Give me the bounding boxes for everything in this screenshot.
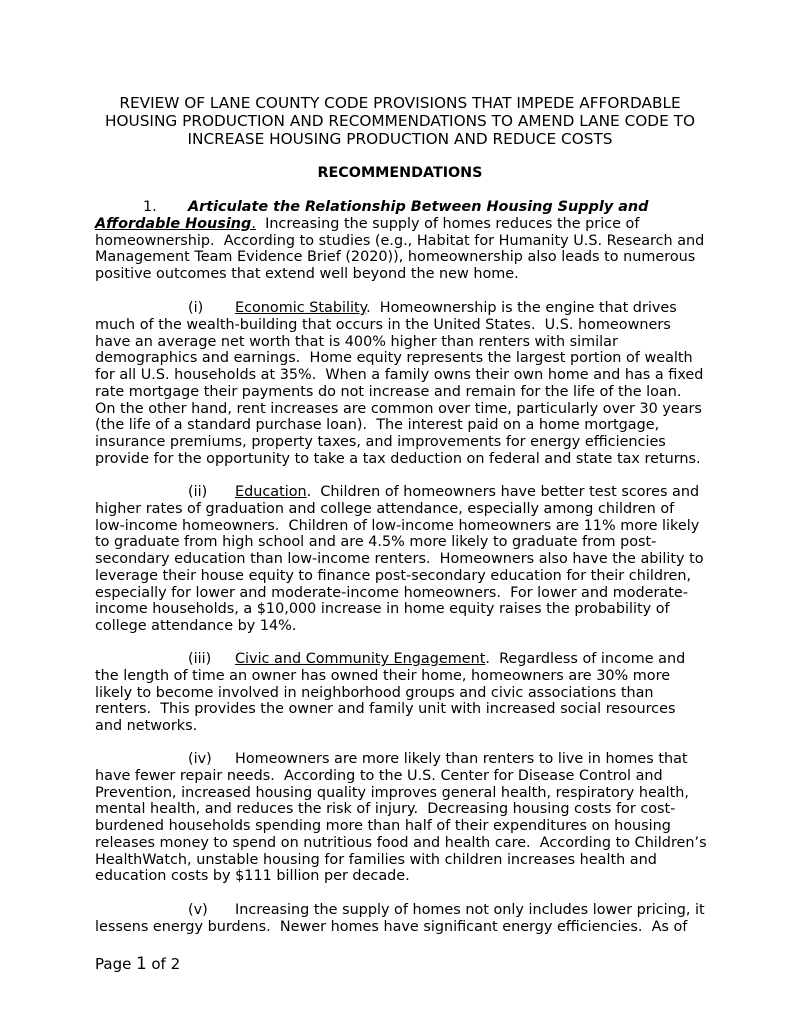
body-line: especially for lower and moderate-income homeowners. For lower and moderate- [95, 584, 688, 601]
body-line: releases money to spend on nutritious food and health care. According to Children’s [95, 834, 707, 851]
section-heading: RECOMMENDATIONS [317, 165, 483, 181]
body-line: to graduate from high school and are 4.5% more likely to graduate from post- [95, 534, 657, 551]
title-line: REVIEW OF LANE COUNTY CODE PROVISIONS THAT IMPEDE AFFORDABLE [119, 94, 681, 112]
body-line: income households, a $10,000 increase in home equity raises the probability of [95, 601, 670, 618]
body-line: lessens energy burdens. Newer homes have significant energy efficiencies. As of [95, 918, 688, 935]
body-line: likely to become involved in neighborhood groups and civic associations than [95, 684, 654, 701]
page-number: 1 [136, 954, 147, 973]
subsection-title: Economic Stability [235, 300, 367, 316]
body-line: have an average net worth that is 400% higher than renters with similar [95, 333, 618, 350]
body-line: On the other hand, rent increases are common over time, particularly over 30 years [95, 400, 702, 417]
subsection-number: (i) [188, 300, 204, 316]
body-text: . Regardless of income and [485, 651, 686, 667]
subsection-number: (v) [188, 902, 208, 918]
footer-suffix: of 2 [146, 955, 181, 973]
body-line: leverage their house equity to finance post-secondary education for their children, [95, 567, 692, 584]
subsection-number: (iv) [188, 751, 212, 767]
body-line: provide for the opportunity to take a tax deduction on federal and state tax returns. [95, 450, 701, 467]
subsection-title: Education [235, 484, 307, 500]
body-text: . Children of homeowners have better test scores and [306, 484, 700, 500]
body-line: secondary education than low-income renters. Homeowners also have the ability to [95, 551, 704, 567]
body-line: low-income homeowners. Children of low-income homeowners are 11% more likely [95, 517, 700, 534]
subsection-number: (ii) [188, 484, 208, 500]
body-line: the length of time an owner has owned their home, homeowners are 30% more [95, 667, 671, 684]
subsection-paragraph [95, 751, 707, 885]
body-line: rate mortgage their payments do not increase and remain for the life of the loan. [95, 383, 682, 400]
subsection-paragraph [95, 651, 685, 735]
body-text: Increasing the supply of homes reduces the price of [255, 215, 640, 232]
body-line: have fewer repair needs. According to the U.S. Center for Disease Control and [95, 767, 663, 784]
body-line: Prevention, increased housing quality improves general health, respiratory health, [95, 784, 689, 801]
body-line: college attendance by 14%. [95, 618, 297, 634]
subsection-paragraph [95, 902, 705, 936]
document-title [0, 94, 800, 148]
subsection-paragraph [95, 484, 704, 635]
body-line: burdened households spending more than half of their expenditures on housing [95, 818, 671, 834]
body-line: much of the wealth-building that occurs in the United States. U.S. homeowners [95, 316, 671, 333]
body-line: education costs by $111 billion per decade. [95, 868, 410, 885]
body-line: mental health, and reduces the risk of injury. Decreasing housing costs for cost- [95, 801, 676, 818]
footer-prefix: Page [95, 955, 137, 973]
heading-period: . [251, 215, 256, 232]
body-line: insurance premiums, property taxes, and improvements for energy efficiencies [95, 434, 666, 450]
section-1-paragraph [95, 199, 704, 283]
title-line: INCREASE HOUSING PRODUCTION AND REDUCE COSTS [187, 130, 613, 148]
body-line: renters. This provides the owner and family unit with increased social resources [95, 701, 676, 718]
body-line: (the life of a standard purchase loan). The interest paid on a home mortgage, [95, 417, 660, 434]
body-line: higher rates of graduation and college attendance, especially among children of [95, 500, 675, 517]
body-line: demographics and earnings. Home equity represents the largest portion of wealth [95, 350, 693, 367]
body-line: homeownership. According to studies (e.g., Habitat for Humanity U.S. Research and [95, 232, 705, 249]
body-text: Homeowners are more likely than renters to live in homes that [235, 751, 688, 767]
body-line: Management Team Evidence Brief (2020)), homeownership also leads to numerous [95, 249, 696, 266]
body-line: for all U.S. households at 35%. When a family owns their own home and has a fixed [95, 367, 704, 383]
page-footer [95, 954, 180, 973]
title-line: HOUSING PRODUCTION AND RECOMMENDATIONS TO AMEND LANE CODE TO [104, 112, 695, 130]
body-line: HealthWatch, unstable housing for families with children increases health and [95, 851, 657, 868]
section-number: 1. [143, 199, 157, 215]
subsection-title: Civic and Community Engagement [235, 651, 486, 667]
subsection-number: (iii) [188, 651, 212, 667]
body-line: positive outcomes that extend well beyond the new home. [95, 266, 519, 282]
section-heading-line1: Articulate the Relationship Between Housing Supply and [188, 199, 649, 215]
body-text: Increasing the supply of homes not only includes lower pricing, it [235, 902, 705, 918]
subsection-paragraph [95, 300, 703, 468]
body-text: . Homeownership is the engine that drives [366, 300, 677, 316]
body-line: and networks. [95, 718, 198, 734]
section-heading-line2: Affordable Housing [95, 215, 252, 232]
